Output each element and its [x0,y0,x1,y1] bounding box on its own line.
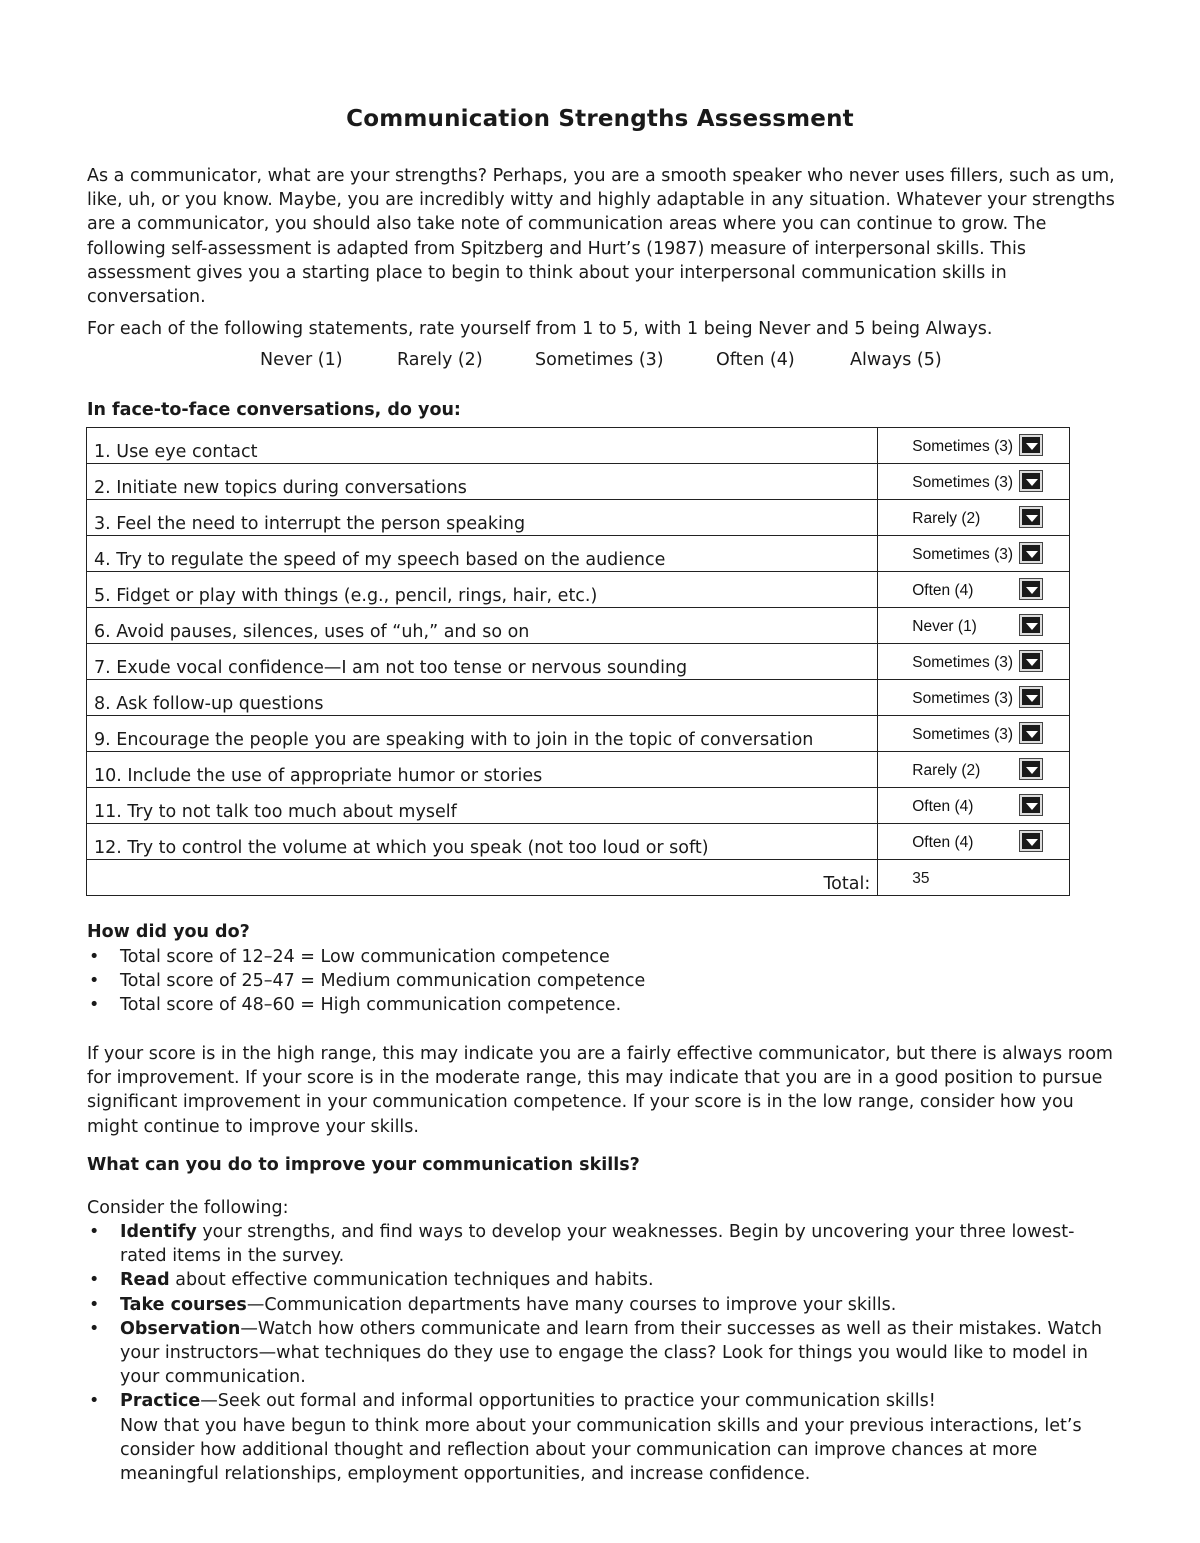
rating-select[interactable] [878,680,1070,716]
consider-text: Consider the following: [87,1198,289,1218]
assessment-table [86,427,1070,896]
rating-value: Often (4) [912,581,974,599]
tip-keyword: Observation [120,1318,241,1339]
list-item [87,1317,1117,1390]
dropdown-arrow-icon[interactable] [1020,579,1042,599]
table-row [87,500,1070,536]
dropdown-arrow-icon[interactable] [1020,615,1042,635]
total-value: 35 [912,869,930,887]
item-question: 11. Try to not talk too much about myself [87,788,878,824]
tip-keyword: Identify [120,1222,197,1242]
table-row [87,644,1070,680]
list-item [87,1389,1117,1486]
rating-select[interactable] [878,536,1070,572]
tip-text: —Communication departments have many courses to improve your skills. [246,1294,897,1315]
rating-value: Sometimes (3) [912,473,1014,491]
dropdown-arrow-icon[interactable] [1020,507,1042,527]
total-field[interactable] [878,860,1070,896]
list-item [87,1220,1117,1268]
item-question: 1. Use eye contact [87,428,878,464]
tip-text: about effective communication techniques and habits. [169,1270,654,1291]
table-row [87,572,1070,608]
rating-select[interactable] [878,572,1070,608]
page-title: Communication Strengths Assessment [346,106,854,132]
table-row [87,680,1070,716]
rating-value: Rarely (2) [912,761,981,779]
list-item: • Total score of 25–47 = Medium communication competence [87,969,645,993]
item-question: 9. Encourage the people you are speaking with to join in the topic of conversation [87,716,878,752]
dropdown-arrow-icon[interactable] [1020,471,1042,491]
rating-value: Sometimes (3) [912,653,1014,671]
rating-value: Sometimes (3) [912,437,1014,455]
item-question: 3. Feel the need to interrupt the person speaking [87,500,878,536]
intro-paragraph: As a communicator, what are your strengths? Perhaps, you are a smooth speaker who never uses fillers, such as um, like, uh, or you know. Maybe, you are incredibly witty and highly adaptable in any situation. Whatever your strengths are a communicator, you should also take note of communication areas where you can continue to grow. The following self-assessment is adapted from Spitzberg and Hurt’s (1987) measure of interpersonal skills. This assessment gives you a starting place to begin to think about your interpersonal communication skills in conversation. [87,166,1115,308]
list-item [87,1268,1117,1292]
rating-select[interactable] [878,644,1070,680]
tip-text: your strengths, and find ways to develop your weaknesses. Begin by uncovering your three lowest-rated items in the survey. [120,1222,1075,1267]
dropdown-arrow-icon[interactable] [1020,651,1042,671]
dropdown-arrow-icon[interactable] [1020,723,1042,743]
dropdown-arrow-icon[interactable] [1020,831,1042,851]
tips-list [87,1220,1117,1486]
improve-heading: What can you do to improve your communication skills? [87,1155,640,1175]
results-heading: How did you do? [87,922,250,942]
scale-never: Never (1) [260,350,343,370]
item-question: 4. Try to regulate the speed of my speech based on the audience [87,536,878,572]
table-row [87,428,1070,464]
closing-text: Now that you have begun to think more about your communication skills and your previous interactions, let’s consider how additional thought and reflection about your communication can improve chances at more meaningful relationships, employment opportunities, and increase confidence. [120,1415,1082,1485]
rating-select[interactable] [878,608,1070,644]
rating-value: Sometimes (3) [912,689,1014,707]
rating-select[interactable] [878,788,1070,824]
instructions-text: For each of the following statements, rate yourself from 1 to 5, with 1 being Never and 5 being Always. [87,319,993,339]
tip-keyword: Practice [120,1391,201,1412]
rating-value: Sometimes (3) [912,725,1014,743]
rating-value: Sometimes (3) [912,545,1014,563]
dropdown-arrow-icon[interactable] [1020,795,1042,815]
tip-text: —Seek out formal and informal opportunities to practice your communication skills! [200,1391,936,1412]
item-question: 8. Ask follow-up questions [87,680,878,716]
item-question: 6. Avoid pauses, silences, uses of “uh,” and so on [87,608,878,644]
results-list [87,945,645,1018]
dropdown-arrow-icon[interactable] [1020,543,1042,563]
table-row [87,464,1070,500]
rating-select[interactable] [878,500,1070,536]
rating-value: Never (1) [912,617,977,635]
item-question: 10. Include the use of appropriate humor or stories [87,752,878,788]
item-question: 2. Initiate new topics during conversations [87,464,878,500]
dropdown-arrow-icon[interactable] [1020,687,1042,707]
table-heading: In face-to-face conversations, do you: [87,400,461,420]
table-row [87,752,1070,788]
item-question: 5. Fidget or play with things (e.g., pencil, rings, hair, etc.) [87,572,878,608]
table-row [87,788,1070,824]
interpretation-paragraph: If your score is in the high range, this may indicate you are a fairly effective communicator, but there is always room for improvement. If your score is in the moderate range, this may indicate that you are in a good position to pursue significant improvement in your communication competence. If your score is in the low range, consider how you might continue to improve your skills. [87,1044,1113,1137]
scale-rarely: Rarely (2) [397,350,483,370]
list-item [87,1293,1117,1317]
table-row [87,536,1070,572]
tip-keyword: Read [120,1270,170,1291]
scale-sometimes: Sometimes (3) [535,350,664,370]
dropdown-arrow-icon[interactable] [1020,759,1042,779]
table-row [87,608,1070,644]
tip-keyword: Take courses [120,1294,247,1315]
list-item: • Total score of 12–24 = Low communication competence [87,945,645,969]
table-row [87,824,1070,860]
rating-select[interactable] [878,824,1070,860]
tip-text: —Watch how others communicate and learn from their successes as well as their mistakes. Watch your instructors—what techniques do they use to engage the class? Look for things you would like to model in your communication. [120,1318,1102,1388]
rating-select[interactable] [878,428,1070,464]
scale-often: Often (4) [716,350,795,370]
scale-always: Always (5) [850,350,942,370]
item-question: 7. Exude vocal confidence—I am not too tense or nervous sounding [87,644,878,680]
rating-value: Rarely (2) [912,509,981,527]
rating-select[interactable] [878,464,1070,500]
rating-value: Often (4) [912,797,974,815]
rating-select[interactable] [878,716,1070,752]
list-item: • Total score of 48–60 = High communication competence. [87,993,645,1017]
table-row [87,716,1070,752]
rating-select[interactable] [878,752,1070,788]
rating-value: Often (4) [912,833,974,851]
total-label: Total: [87,860,878,896]
total-row [87,860,1070,896]
item-question: 12. Try to control the volume at which you speak (not too loud or soft) [87,824,878,860]
dropdown-arrow-icon[interactable] [1020,435,1042,455]
